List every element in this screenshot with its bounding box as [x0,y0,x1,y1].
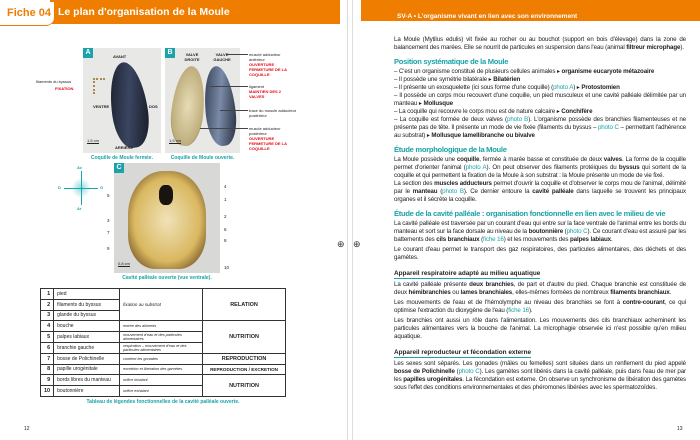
text-run: . [610,236,613,243]
callout-3: 3 [107,218,110,223]
heading-position-systematique: Position systématique de la Moule [394,57,509,66]
list-item [394,92,686,108]
bold-term: Protostomien [581,84,620,91]
byssus-filaments-image [93,78,105,94]
reference-link[interactable]: photo A [553,84,574,91]
category-cell: REPRODUCTION [203,353,286,364]
paragraph [394,180,686,204]
table-row [41,353,286,364]
function-cell: fixation au substrat [120,289,203,321]
reference-link[interactable]: fiche 16 [508,307,529,314]
resp-text [394,281,686,341]
photo-label-b: B [165,48,175,58]
function-cell: orifice inhalant [120,375,203,386]
bold-term: boutonnière [528,228,564,235]
category-cell: NUTRITION [203,375,286,397]
label-valve-droite: VALVE DROITE [184,52,200,62]
reference-link[interactable]: photo C [458,368,480,375]
label-avant: AVANT [113,54,127,59]
repro-text [394,360,686,392]
bold-term: contre-courant [622,299,665,306]
annotation-ligament: ligament MAINTIEN DES 2 VALVES [249,84,282,99]
paragraph [394,246,686,262]
left-valve-image [201,65,239,148]
callout-2: 2 [224,214,227,219]
label-arriere: ARRIÈRE [115,145,134,150]
text-run: qui sortent de la coquille et qui permettent la fixation de la Moule à son substrat : la Moule présente un mode de vie fixé. [394,164,686,179]
photo-a-closed-shell [83,48,161,153]
text-run: ( [479,236,484,243]
annotation-muscle-anterieur: muscle adducteur antérieur OUVERTURE FERMETURE DE LA COQUILLE [249,52,287,77]
annotation-trace-muscle: trace du muscle adducteur postérieur [249,108,297,118]
text-run: ) ▸ [573,84,582,91]
text-run: , elles-mêmes formées de nombreux [512,289,611,296]
text-run: ). Ce courant d'eau est assuré par les battements des [394,228,686,243]
photo-b-open-shell [165,48,240,153]
table-row [41,364,286,375]
row-number: 8 [41,364,54,375]
position-list [394,68,686,140]
text-run: . [669,289,672,296]
structure-name: glande du byssus [54,310,120,321]
structure-name: palpes labiaux [54,332,120,343]
right-page [352,0,700,440]
category-cell: REPRODUCTION / EXCRETION [203,364,286,375]
bold-term: hémibranchies [408,289,451,296]
structure-name: bouche [54,321,120,332]
category-cell: RELATION [203,289,286,321]
list-item [394,108,686,116]
label-valve-gauche: VALVE GAUCHE [213,52,231,62]
structure-name: bosse de Polichinelle [54,353,120,364]
paragraph [394,281,686,297]
text-run: , fermée à marée basse et constituée de deux [479,156,604,163]
text-run: ). Ce dernier entoure la [463,188,533,195]
text-run: La cavité palléale présente [394,281,470,288]
bold-term: cils branchiaux [436,236,480,243]
pointer-line [226,54,248,55]
label-byssus: filaments du byssus [36,79,72,84]
text-run: permet d'ouvrir la coquille et d'observer le corps mou de l'animal, délimité par le [394,180,686,195]
cavite-text [394,220,686,262]
text-run: La Moule possède une [394,156,457,163]
bold-term: Mollusque [423,100,453,107]
structure-name: papille urogénitale [54,364,120,375]
page-number-right: 13 [677,426,683,432]
bold-term: organisme eucaryote métazoaire [561,68,655,75]
row-number: 5 [41,332,54,343]
callout-8: 8 [224,238,227,243]
row-number: 2 [41,299,54,310]
text-run: , ce qui optimise l'extraction du dioxygène de l'eau ( [394,299,686,314]
compass-d: D [58,185,61,190]
heading-cavite-palleale: Étude de la cavité palléale : organisation fonctionnelle en lien avec le milieu de vie [394,209,666,218]
callout-1: 1 [224,197,227,202]
bold-term: papilles urogénitales [403,376,463,383]
function-cell: respiration – mouvement d'eau et des particules alimentaires [120,342,203,353]
photo-label-a: A [83,48,93,58]
caption-photo-a: Coquille de Moule fermée. [91,155,153,161]
section-header: SV-A • L'organisme vivant en lien avec son environnement [361,0,700,21]
list-item [394,68,686,76]
right-valve-image [168,65,208,148]
registration-mark-icon: ⊕ [337,239,345,249]
text-run: – permettant l'adhérence au substrat) ▸ [394,124,686,139]
bold-term: valves [603,156,623,163]
table-caption: Tableau de légendes fonctionnelles de la cavité palléale ouverte. [86,399,240,405]
bold-term: cavité palléale [532,188,574,195]
reference-link[interactable]: fiche 16 [483,236,504,243]
label-dos: DOS [149,104,158,109]
page-title: Le plan d'organisation de la Moule [58,6,230,18]
row-number: 9 [41,375,54,386]
text-run: ). [680,44,684,51]
bold-term: coquille [456,156,480,163]
paragraph [394,156,686,180]
fiche-number: Fiche 04 [0,2,54,26]
reference-link[interactable]: photo A [465,164,487,171]
heading-etude-morphologique: Étude morphologique de la Moule [394,145,507,154]
bold-term: palpes labiaux [570,236,611,243]
table-row [41,375,286,386]
compass-g: G [100,185,104,190]
reference-link[interactable]: photo B [507,116,529,123]
row-number: 7 [41,353,54,364]
callout-6: 6 [224,227,227,232]
text-run: La Moule (Mytilus edulis) vit fixée au rocher ou au bouchot (support en bois d'élevage) dans la zone de balancement des marées. Elle se nourrit de particules en suspension dans l'eau (animal [394,36,686,51]
text-run: La section des [394,180,435,187]
structure-name: bords libres du manteau [54,375,120,386]
bold-term: muscles adducteurs [434,180,492,187]
text-run: ( [437,188,443,195]
bold-term: Bilatérien [493,76,521,83]
reference-link[interactable]: photo C [566,228,588,235]
row-number: 6 [41,342,54,353]
photo-label-c: C [114,163,124,173]
text-run: La cavité palléale est traversée par un courant d'eau qui entre sur la face ventrale de l'animal entre les bords du manteau et sort sur la face dorsale au niveau de la [394,220,686,235]
paragraph [394,360,686,392]
text-run: dans laquelle se trouvent les principaux organes et il sécrète la coquille. [394,188,686,203]
heading-appareil-reproducteur: Appareil reproducteur et fécondation externe [394,349,532,356]
pointer-line [210,86,248,87]
callout-4: 4 [224,184,227,189]
list-item [394,84,686,92]
label-ventre: VENTRE [93,104,110,109]
label-fixation: FIXATION [55,86,74,91]
text-run: Les branchies ont aussi un rôle dans l'alimentation. Les mouvements des cils branchiaux acheminent les particules alimentaires vers la bouche de l'animal. La microphagie observée ici n'est possible qu'en milieu aquatique. [394,317,686,340]
callout-7: 7 [107,230,110,235]
bold-term: bosse de Polichinelle [394,368,455,375]
text-run: ( [454,368,459,375]
callout-10: 10 [224,265,230,270]
dark-foot-image [159,185,173,205]
row-number: 1 [41,289,54,300]
bold-term: lames branchiales [460,289,513,296]
right-page-content [394,36,686,392]
text-run: Les mouvements de l'eau et de l'hémolymphe au niveau des branchies se font à [394,299,623,306]
row-number: 4 [41,321,54,332]
structure-name: branchie gauche [54,342,120,353]
pointer-line [200,128,248,129]
function-cell: entrée des aliments [120,321,203,332]
text-run: , de part et d'autre du pied. Chaque branchie est constituée de deux [394,281,686,296]
compass-ar: Ar [77,206,82,211]
paragraph [394,299,686,315]
bold-term: Conchifère [561,108,593,115]
text-run: . La fécondation est externe. On observe un synchronisme de libération des gamètes sous l'effet des conditions environnementales et des phéromones libérées avec les spermatozoïdes. [394,376,686,391]
list-item [394,116,686,140]
structure-name: filaments du byssus [54,299,120,310]
compass-av: Av [77,165,82,170]
mussel-shell-image [105,60,153,150]
text-run: ) et les mouvements des [503,236,570,243]
text-run: Le courant d'eau permet le transport des gaz respiratoires, des particules alimentaires, des déchets et des gamètes. [394,246,686,261]
bold-term: manteau [412,188,438,195]
reference-link[interactable]: photo B [442,188,464,195]
photo-c-pallial-cavity [114,163,220,273]
callout-5: 5 [107,193,110,198]
scale-bar-c: 0,8 cm [118,261,131,266]
text-run: – C'est un organisme constitué de plusieurs cellules animales ▸ [394,68,562,75]
intro-paragraph [394,36,686,52]
page-number-left: 12 [24,426,30,432]
bold-term: deux branchies [469,281,514,288]
caption-photo-b: Coquille de Moule ouverte. [170,155,235,161]
function-cell: contient les gonades [120,353,203,364]
function-cell: orifice exhalant [120,386,203,397]
text-run: ( [563,228,567,235]
bold-term: filaments branchiaux [610,289,670,296]
structure-name: boutonnière [54,386,120,397]
bold-term: Mollusque lamellibranche ou bivalve [431,132,535,139]
text-run: – Il possède une symétrie bilatérale ▸ [394,76,494,83]
table-row [41,289,286,300]
text-run: . La forme de la coquille permet d'orienter l'animal ( [394,156,686,171]
function-cell: mouvement d'eau et des particules alimentaires [120,332,203,343]
text-run: Les sexes sont séparés. Les gonades (mâles ou femelles) sont situées dans un renflement du pied appelé [394,360,686,367]
paragraph [394,220,686,244]
annotation-muscle-posterieur: muscle adducteur postérieur OUVERTURE FERMETURE DE LA COQUILLE [249,126,287,151]
bold-term: filtreur microphage [626,44,681,51]
row-number: 3 [41,310,54,321]
left-page [0,0,348,440]
reference-link[interactable]: photo C [597,124,619,131]
row-number: 10 [41,386,54,397]
legend-table [40,288,286,397]
callout-9: 9 [107,246,110,251]
heading-appareil-respiratoire: Appareil respiratoire adapté au milieu aquatique [394,270,541,277]
text-run: ou [450,289,461,296]
paragraph [394,317,686,341]
text-run: ). On peut observer des filaments protéiques du [486,164,619,171]
registration-mark-icon: ⊕ [353,239,361,249]
table-row [41,321,286,332]
morpho-text [394,156,686,204]
text-run: – La coquille est formée de deux valves ( [394,116,508,123]
pointer-line [220,110,248,111]
text-run: ). [528,307,533,314]
text-run: ). L'organisme possède des branchies filamenteuses et ne présente pas de tête. Il présente un mode de vie fixée (filaments du byssus – [394,116,686,131]
caption-photo-c: Cavité palléale ouverte (vue ventrale). [122,275,212,281]
list-item [394,76,686,84]
text-run: – Il possède un corps mou recouvert d'une coquille, un pied musculeux et une cavité palléale délimitée par un manteau ▸ [394,92,686,107]
structure-name: pied [54,289,120,300]
scale-bar-a: 1,5 cm [87,138,100,143]
orientation-compass [58,165,104,211]
bold-term: byssus [618,164,640,171]
text-run: – Il présente un exosquelette (ici sous forme d'une coquille) ( [394,84,554,91]
category-cell: NUTRITION [203,321,286,353]
scale-bar-b: 1,5 cm [169,138,182,143]
text-run: – La coquille qui recouvre le corps mou est de nature calcaire ▸ [394,108,562,115]
function-cell: excrétion et libération des gamètes [120,364,203,375]
text-run: ). Les gamètes sont libérés dans la cavité palléale, puis dans l'eau de mer par les [394,368,686,383]
